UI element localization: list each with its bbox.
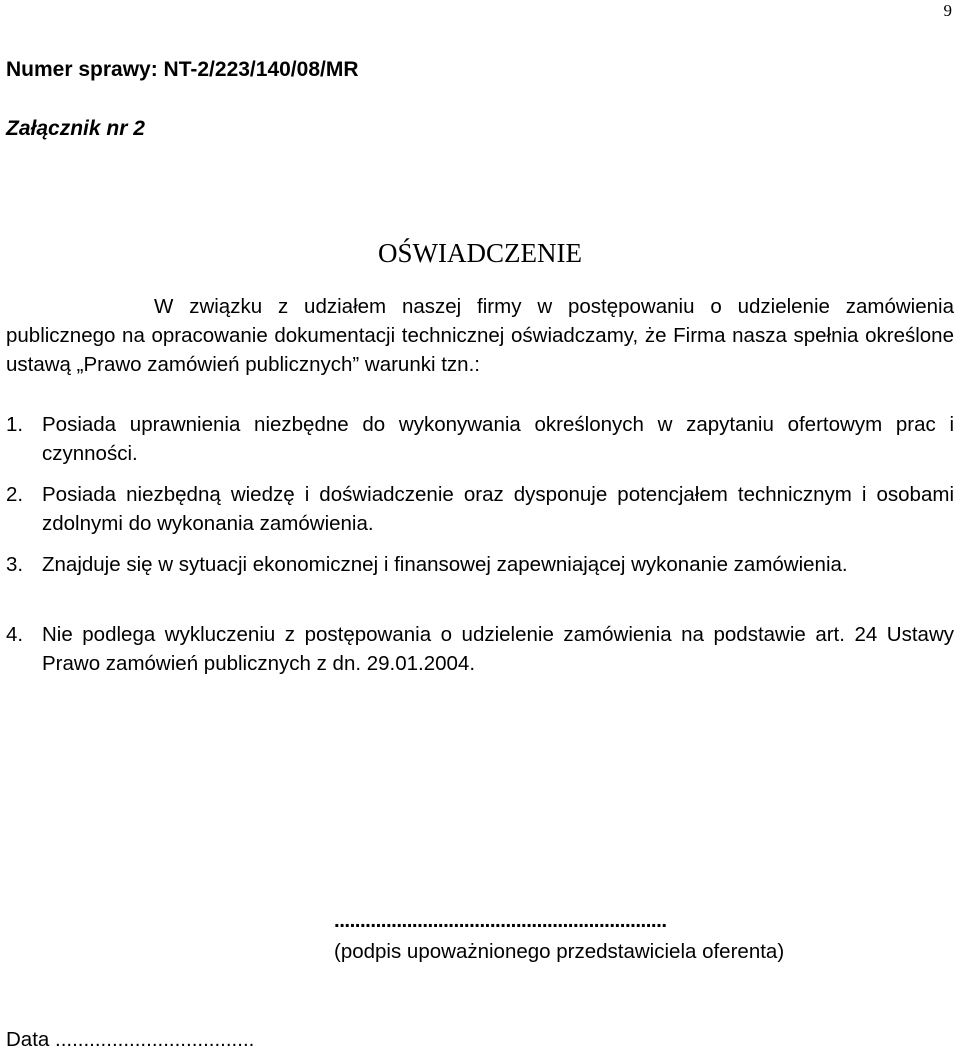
- intro-paragraph: W związku z udziałem naszej firmy w postępowaniu o udzielenie zamówienia publicznego na opracowanie dokumentacji technicznej oświadczamy, że Firma nasza spełnia określone ustawą „Prawo zamówień publicznych” warunki tzn.:: [6, 295, 954, 376]
- clause-item: [6, 550, 954, 579]
- date-field: Data ...................................: [6, 1028, 255, 1051]
- clause-number: 3.: [6, 553, 24, 576]
- clause-item: [6, 410, 954, 468]
- signature-line: ................................................................: [334, 909, 667, 932]
- clause-number: 4.: [6, 623, 24, 646]
- case-number: Numer sprawy: NT-2/223/140/08/MR: [6, 58, 359, 81]
- clause-number: 1.: [6, 413, 24, 436]
- clause-text: Nie podlega wykluczeniu z postępowania o udzielenie zamówienia na podstawie art. 24 Ustawy Prawo zamówień publicznych z dn. 29.01.2004.: [42, 623, 954, 675]
- clause-number: 2.: [6, 483, 24, 506]
- page-number: 9: [943, 1, 952, 20]
- attachment-label: Załącznik nr 2: [6, 117, 145, 140]
- signature-caption: (podpis upoważnionego przedstawiciela oferenta): [334, 940, 785, 963]
- clause-item: [6, 620, 954, 678]
- clause-text: Posiada uprawnienia niezbędne do wykonywania określonych w zapytaniu ofertowym prac i czynności.: [42, 413, 954, 465]
- clause-text: Znajduje się w sytuacji ekonomicznej i finansowej zapewniającej wykonanie zamówienia.: [42, 553, 848, 576]
- document-title-text: OŚWIADCZENIE: [378, 238, 582, 268]
- clause-item: [6, 480, 954, 538]
- document-title: [0, 236, 960, 270]
- clause-text: Posiada niezbędną wiedzę i doświadczenie oraz dysponuje potencjałem technicznym i osobami zdolnymi do wykonania zamówienia.: [42, 483, 954, 535]
